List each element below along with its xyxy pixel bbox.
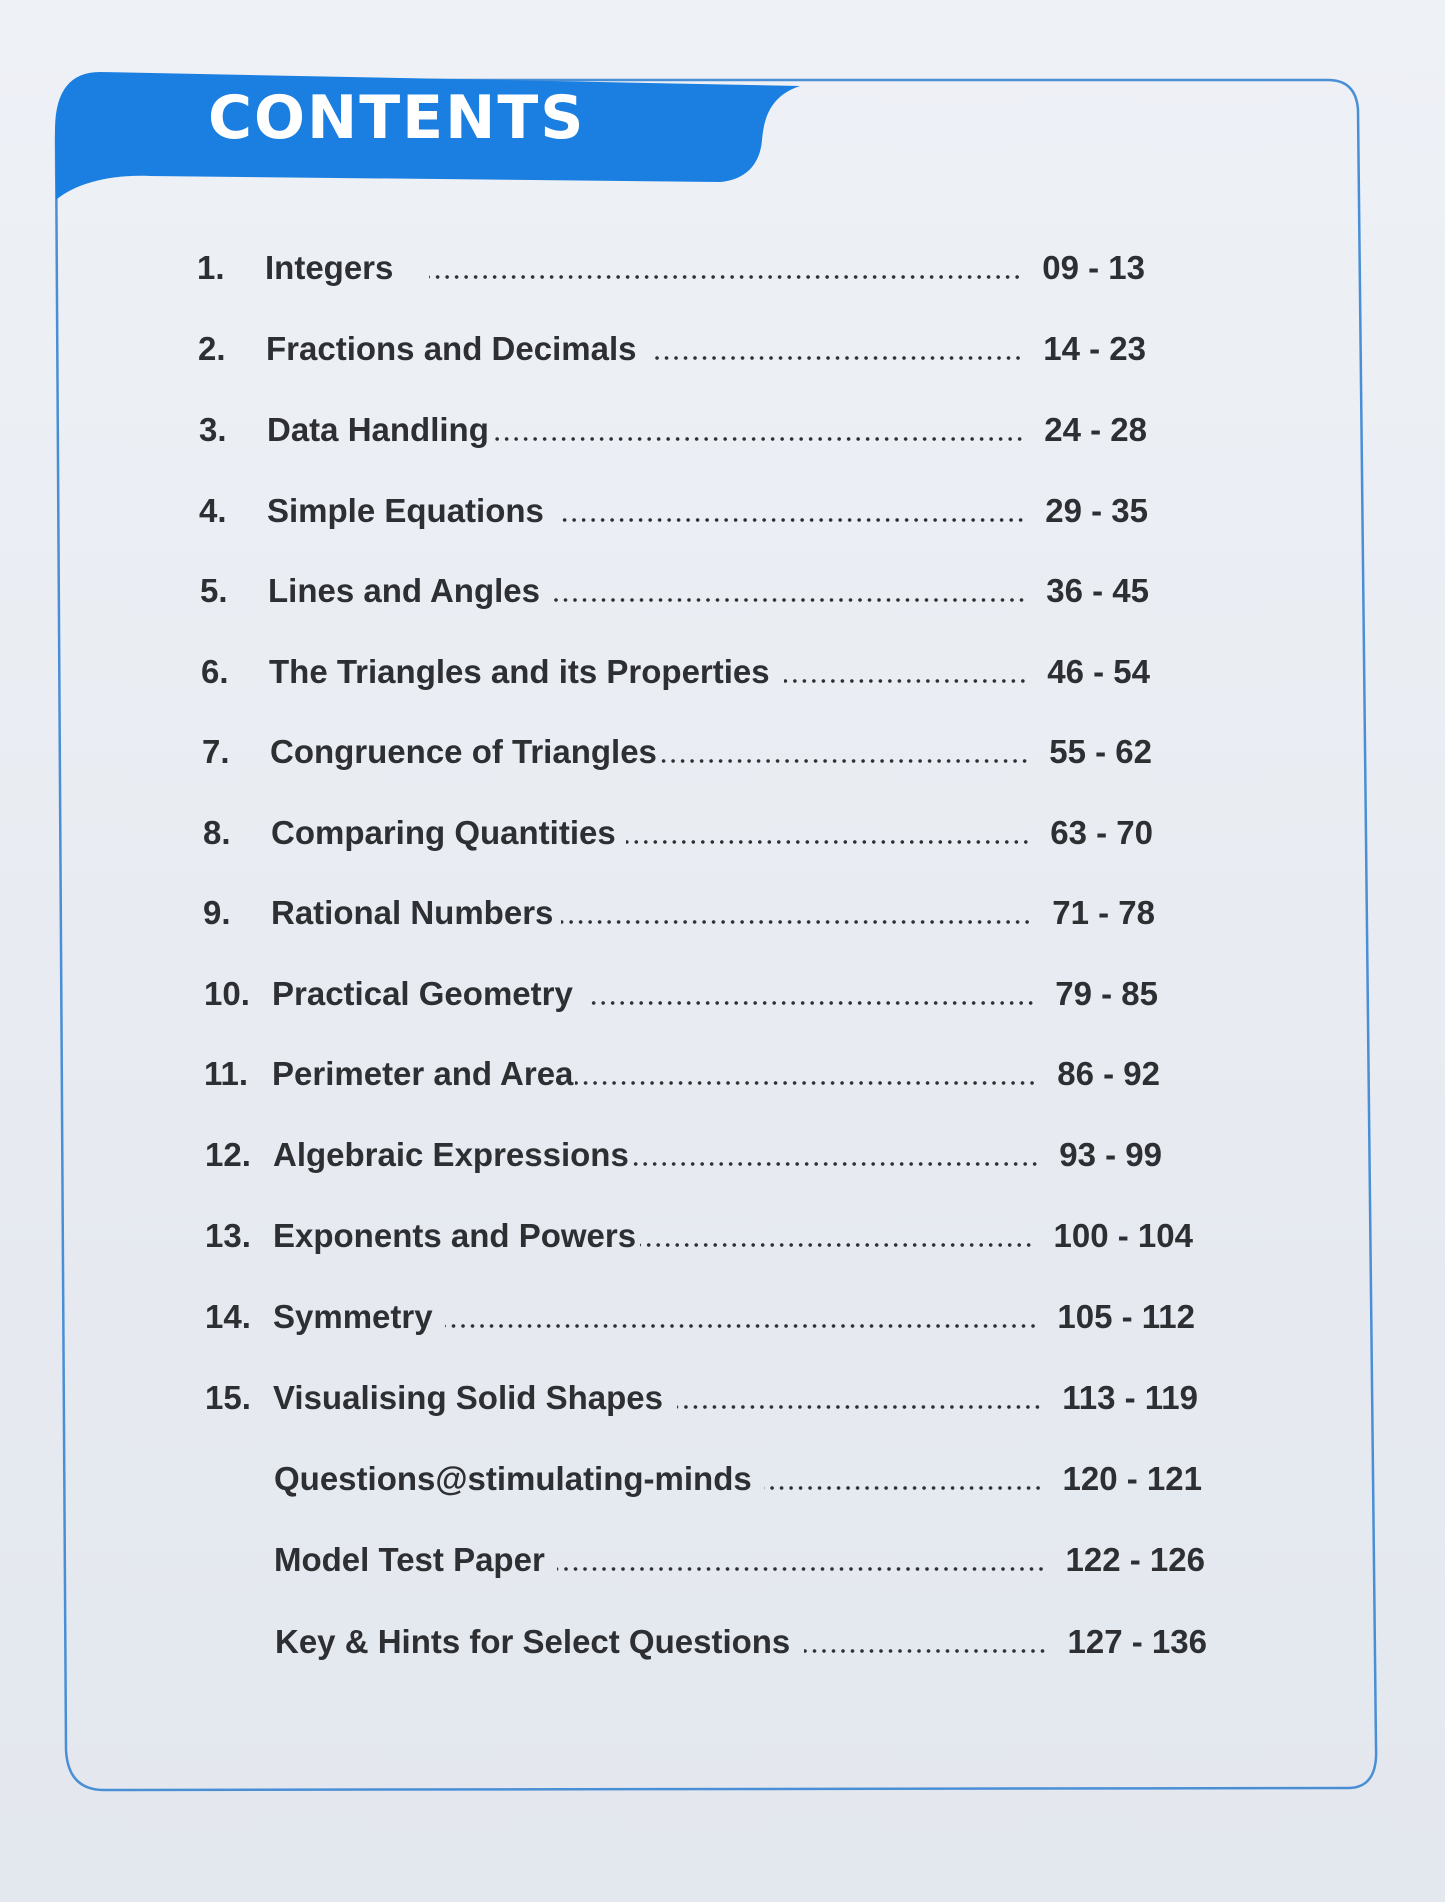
toc-entry-title: Comparing Quantities [271,814,616,851]
toc-entry[interactable] [206,1532,1205,1576]
toc-entry-title: Perimeter and Area [272,1055,574,1092]
toc-entry-pages: 24 - 28 [1044,411,1147,448]
dot-leader [804,1648,1047,1654]
toc-entry-number: 3. [199,411,227,448]
toc-entry-title: Practical Geometry [272,975,573,1012]
toc-entry[interactable] [205,1208,1193,1252]
toc-entry-pages: 122 - 126 [1065,1541,1205,1578]
toc-entry-pages: 63 - 70 [1050,814,1153,851]
toc-entry-number: 1. [197,249,225,286]
toc-entry-pages: 55 - 62 [1049,733,1152,770]
dot-leader [558,517,1025,523]
toc-entry-pages: 09 - 13 [1042,249,1145,286]
toc-entry-number: 2. [198,330,226,367]
toc-entry-pages: 100 - 104 [1053,1217,1193,1254]
toc-entry[interactable] [198,321,1146,365]
toc-entry-pages: 113 - 119 [1062,1379,1198,1416]
page-title: CONTENTS [208,83,586,153]
toc-entry-title: Symmetry [273,1298,433,1335]
toc-entry-number: 14. [205,1298,251,1335]
toc-entry-title: Algebraic Expressions [273,1136,629,1173]
toc-entry-title: Simple Equations [267,492,544,529]
toc-entry[interactable] [199,483,1148,527]
toc-entry-pages: 46 - 54 [1047,653,1150,690]
toc-entry-title: Exponents and Powers [273,1217,637,1254]
toc-entry-pages: 120 - 121 [1062,1460,1202,1497]
toc-entry-pages: 14 - 23 [1043,330,1146,367]
toc-entry-pages: 29 - 35 [1045,492,1148,529]
toc-entry-pages: 79 - 85 [1055,975,1158,1012]
toc-entry-number: 10. [204,975,250,1012]
dot-leader [659,758,1029,764]
dot-leader [631,1161,1039,1167]
toc-entry-number: 13. [205,1217,251,1254]
toc-entry-title: Fractions and Decimals [266,330,637,367]
toc-entry[interactable] [205,1127,1162,1171]
toc-entry-number: 5. [200,572,228,609]
dot-leader [677,1404,1042,1410]
toc-entry-title: Key & Hints for Select Questions [275,1623,791,1660]
dot-leader [764,1485,1043,1491]
toc-entry-title: The Triangles and its Properties [269,653,770,690]
toc-entry[interactable] [197,240,1145,284]
toc-entry-pages: 36 - 45 [1046,572,1149,609]
toc-entry[interactable] [202,724,1152,768]
toc-entry-pages: 93 - 99 [1059,1136,1162,1173]
dot-leader [557,1566,1046,1572]
dot-leader [650,355,1023,361]
toc-entry[interactable] [200,563,1149,607]
dot-leader [561,919,1032,925]
toc-entry-title: Rational Numbers [271,894,554,931]
toc-entry-number: 9. [203,894,231,931]
dot-leader [445,1323,1038,1329]
toc-entry-title: Model Test Paper [274,1541,545,1578]
toc-entry[interactable] [199,402,1147,446]
toc-entry-pages: 71 - 78 [1052,894,1155,931]
dot-leader [491,436,1024,442]
toc-entry-title: Congruence of Triangles [270,733,657,770]
toc-entry-title: Integers [265,249,394,286]
toc-entry-number: 4. [199,492,227,529]
dot-leader [554,597,1026,603]
toc-entry[interactable] [201,644,1150,688]
toc-entry-number: 12. [205,1136,251,1173]
toc-entry-title: Questions@stimulating-minds [274,1460,752,1497]
toc-entry[interactable] [205,1370,1198,1414]
dot-leader [575,1080,1037,1086]
toc-entry-title: Visualising Solid Shapes [273,1379,664,1416]
toc-entry-pages: 86 - 92 [1057,1055,1160,1092]
toc-entry[interactable] [206,1451,1202,1495]
toc-entry-pages: 127 - 136 [1067,1623,1207,1660]
toc-entry[interactable] [204,966,1158,1010]
toc-entry-number: 11. [204,1055,249,1092]
toc-entry[interactable] [203,805,1153,849]
toc-entry-number: 15. [205,1379,251,1416]
toc-entry-number: 7. [202,733,230,770]
dot-leader [587,1000,1035,1006]
dot-leader [640,1242,1033,1248]
toc-entry-title: Data Handling [267,411,489,448]
toc-entry-title: Lines and Angles [268,572,540,609]
toc-entry[interactable] [204,1046,1160,1090]
toc-entry[interactable] [203,885,1155,929]
toc-entry[interactable] [205,1289,1195,1333]
toc-entry[interactable] [207,1614,1207,1658]
dot-leader [784,678,1028,684]
toc-entry-pages: 105 - 112 [1057,1298,1195,1335]
toc-entry-number: 6. [201,653,229,690]
toc-entry-number: 8. [203,814,231,851]
dot-leader [626,839,1031,845]
dot-leader [429,274,1022,280]
